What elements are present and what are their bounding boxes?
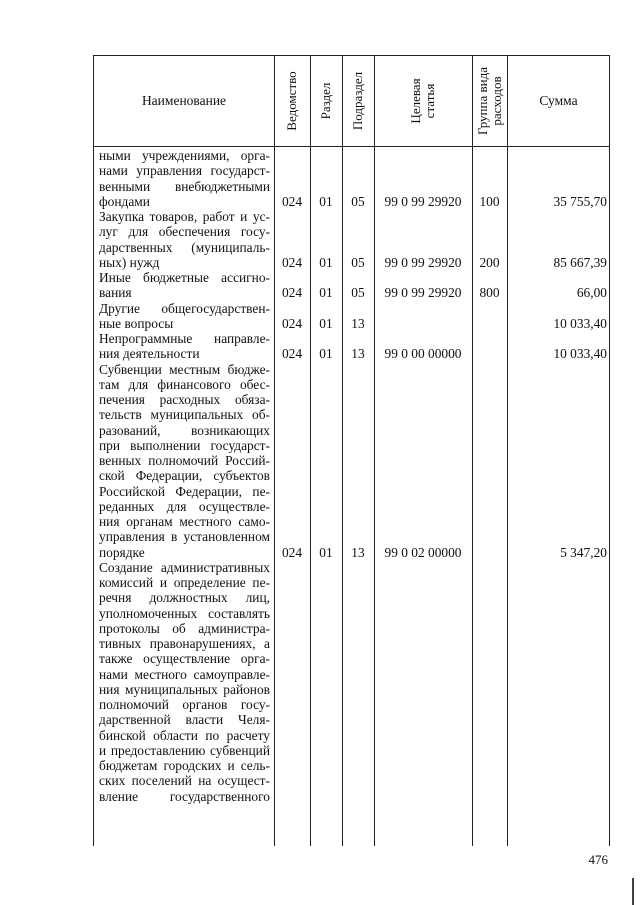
header-summa: Сумма [539, 93, 578, 108]
row-name-line: уполномоченных составлять [99, 605, 270, 621]
cell-razdel: 01 [319, 193, 333, 209]
row-name [99, 301, 270, 332]
cell-vedomstvo: 024 [281, 544, 303, 560]
row-name [99, 209, 270, 270]
cell-vedomstvo: 024 [281, 285, 303, 301]
row-name-line: и предоставлению субвенций [99, 742, 270, 758]
row-name-line: там для финансового обес- [99, 376, 270, 392]
table-row [94, 560, 611, 804]
row-name-line: венных полномочий Россий- [99, 453, 270, 468]
row-name-line: ния органам местного само- [99, 514, 270, 529]
header-vedomstvo: Ведомство [284, 71, 299, 131]
cell-celevaya-statya: 99 0 99 29920 [384, 254, 462, 270]
row-name-line: Другие общегосударствен- [99, 300, 270, 316]
row-name-line: ния муниципальных районов [99, 681, 270, 697]
row-name-line: Российской Федерации, пе- [99, 483, 270, 499]
cell-vedomstvo: 024 [281, 193, 303, 209]
row-name-line: ные вопросы [99, 315, 174, 331]
header-razdel: Раздел [318, 82, 333, 120]
cell-summa: 85 667,39 [553, 254, 607, 270]
row-name-line: нами местного самоуправле- [99, 666, 270, 682]
row-name-line: тельств муниципальных об- [99, 407, 270, 423]
cell-podrazdel: 05 [351, 193, 365, 209]
row-name [99, 362, 270, 560]
row-name-line: ных) нужд [99, 254, 160, 270]
row-name-line: Непрограммные направле- [99, 331, 270, 346]
cell-summa: 10 033,40 [553, 346, 607, 362]
cell-celevaya-statya: 99 0 00 00000 [384, 346, 462, 362]
row-name-line: Закупка товаров, работ и ус- [99, 209, 270, 224]
cell-razdel: 01 [319, 285, 333, 301]
cell-razdel: 01 [319, 544, 333, 560]
table-row [94, 270, 611, 301]
row-name-line: ными учреждениями, орга- [99, 148, 270, 163]
cell-podrazdel: 13 [351, 544, 365, 560]
cell-summa: 5 347,20 [560, 544, 607, 560]
cell-summa: 35 755,70 [553, 193, 607, 209]
row-name-line: комиссий и определение пе- [99, 575, 270, 590]
row-name-line: вания [99, 285, 132, 301]
row-name-line: фондами [99, 193, 150, 209]
budget-table [93, 55, 610, 846]
row-name-line: тивных правонарушениях, а [99, 636, 270, 651]
row-name-line: ской Федерации, субъектов [99, 468, 270, 484]
cell-razdel: 01 [319, 346, 333, 362]
row-name-line: речня должностных лиц, [99, 590, 270, 606]
row-name-line: управления в установленном [99, 529, 270, 545]
table-row [94, 209, 611, 270]
cell-summa: 10 033,40 [553, 315, 607, 331]
cell-razdel: 01 [319, 315, 333, 331]
row-name-line: порядке [99, 544, 145, 560]
cell-podrazdel: 05 [351, 254, 365, 270]
row-name-line: Субвенции местным бюдже- [99, 361, 270, 377]
cell-summa: 66,00 [576, 285, 607, 301]
cell-gruppa: 100 [479, 193, 500, 209]
cell-vedomstvo: 024 [281, 254, 303, 270]
cell-vedomstvo: 024 [281, 346, 303, 362]
table-row [94, 301, 611, 332]
row-name-line: дарственной власти Челя- [99, 712, 270, 728]
row-name-line: полномочий органов госу- [99, 697, 270, 712]
row-name-line: при выполнении государст- [99, 437, 270, 453]
row-name-line: Иные бюджетные ассигно- [99, 270, 270, 285]
row-name [99, 331, 270, 362]
cell-gruppa: 800 [479, 285, 500, 301]
row-name-line: протоколы об администра- [99, 620, 270, 636]
row-name-line: нами управления государст- [99, 163, 270, 179]
row-name [99, 148, 270, 209]
header-divider [94, 146, 609, 147]
cell-vedomstvo: 024 [281, 315, 303, 331]
row-name [99, 270, 270, 301]
row-name-line: венными внебюджетными [99, 178, 270, 194]
row-name [99, 560, 270, 804]
cell-celevaya-statya: 99 0 99 29920 [384, 285, 462, 301]
cell-podrazdel: 13 [351, 315, 365, 331]
header-gruppa-vida-rashodov: Группа вида расходов [474, 67, 504, 135]
row-name-line: бюджетам городских и сель- [99, 758, 270, 773]
table-row [94, 331, 611, 362]
table-row [94, 362, 611, 560]
row-name-line: реданных для осуществле- [99, 498, 270, 514]
cell-gruppa: 200 [479, 254, 500, 270]
cell-celevaya-statya: 99 0 02 00000 [384, 544, 462, 560]
header-name: Наименование [141, 93, 227, 108]
row-name-line: также осуществление орга- [99, 651, 270, 667]
page-edge-mark [632, 878, 634, 905]
row-name-line: печения расходных обяза- [99, 392, 270, 407]
header-celevaya-statya: Целевая статья [408, 78, 437, 124]
cell-podrazdel: 13 [351, 346, 365, 362]
table-row [94, 148, 611, 209]
cell-razdel: 01 [319, 254, 333, 270]
row-name-line: ния деятельности [99, 346, 200, 362]
row-name-line: дарственных (муниципаль- [99, 239, 270, 255]
page-number: 476 [588, 852, 608, 867]
cell-celevaya-statya: 99 0 99 29920 [384, 193, 462, 209]
row-name-line: луг для обеспечения госу- [99, 224, 270, 240]
row-name-line: вление государственного [99, 788, 270, 804]
cell-podrazdel: 05 [351, 285, 365, 301]
row-name-line: ских поселений на осущест- [99, 773, 270, 789]
row-name-line: разований, возникающих [99, 422, 270, 438]
row-name-line: Создание административных [99, 559, 270, 575]
row-name-line: бинской области по расчету [99, 727, 270, 743]
header-podrazdel: Подраздел [350, 71, 365, 131]
